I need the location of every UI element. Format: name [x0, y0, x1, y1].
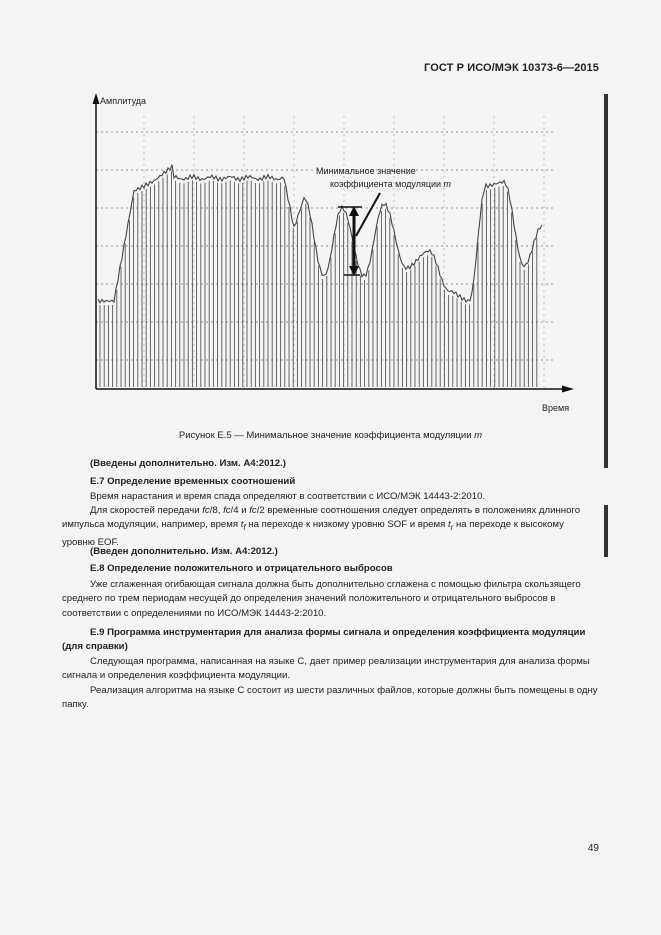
annotation-line2: коэффициента модуляции m [330, 179, 452, 189]
change-bar [604, 505, 608, 557]
section-e9-para2: Реализация алгоритма на языке С состоит из шести различных файлов, которые должны быть помещены в одну папку. [62, 685, 598, 711]
y-axis-label: Амплитуда [100, 96, 147, 106]
section-e9-para1: Следующая программа, написанная на языке С, дает пример реализации инструментария для анализа формы сигнала и определения коэффициента модуляции. [62, 656, 590, 682]
change-bar [604, 94, 608, 468]
section-e9-title: Е.9 Программа инструментария для анализа формы сигнала и определения коэффициента модуляции (для справки) [62, 627, 586, 653]
note-introduced-1: (Введены дополнительно. Изм. А4:2012.) [90, 458, 286, 469]
x-axis-arrow [562, 386, 574, 393]
modulation-figure [84, 86, 584, 421]
signal-envelope [98, 165, 542, 303]
section-e8-para1: Уже сглаженная огибающая сигнала должна быть дополнительно сглажена с помощью фильтра скользящего среднего по трем периодам несущей до определения значений положительного и отрицательного выбросов в соответствии с определениями по ИСО/МЭК 14443-2:2010. [62, 579, 581, 619]
section-e7-para1: Время нарастания и время спада определяют в соответствии с ИСО/МЭК 14443-2:2010. [90, 491, 486, 502]
document-header: ГОСТ Р ИСО/МЭК 10373-6—2015 [424, 62, 599, 74]
x-axis-label: Время [542, 403, 570, 413]
y-axis-arrow [93, 93, 100, 104]
section-e7-title: Е.7 Определение временных соотношений [90, 476, 296, 487]
note-introduced-2: (Введен дополнительно. Изм. А4:2012.) [90, 546, 278, 557]
section-e8-title: Е.8 Определение положительного и отрицательного выбросов [90, 563, 393, 574]
figure-caption: Рисунок Е.5 — Минимальное значение коэффициента модуляции m [178, 430, 483, 441]
section-e7-para2: Для скоростей передачи fc/8, fc/4 и fc/2 временные соотношения следует определять в положениях длинного импульса модуляции, например, время $t_f$ на переходе к низкому уровню SOF и время $t_r$ на переходе к высокому уровню EOF. [62, 505, 581, 548]
annotation-line1: Минимальное значение [316, 166, 416, 176]
page-number: 49 [587, 843, 599, 854]
grid-lines [96, 116, 554, 389]
carrier-bars [100, 171, 537, 387]
